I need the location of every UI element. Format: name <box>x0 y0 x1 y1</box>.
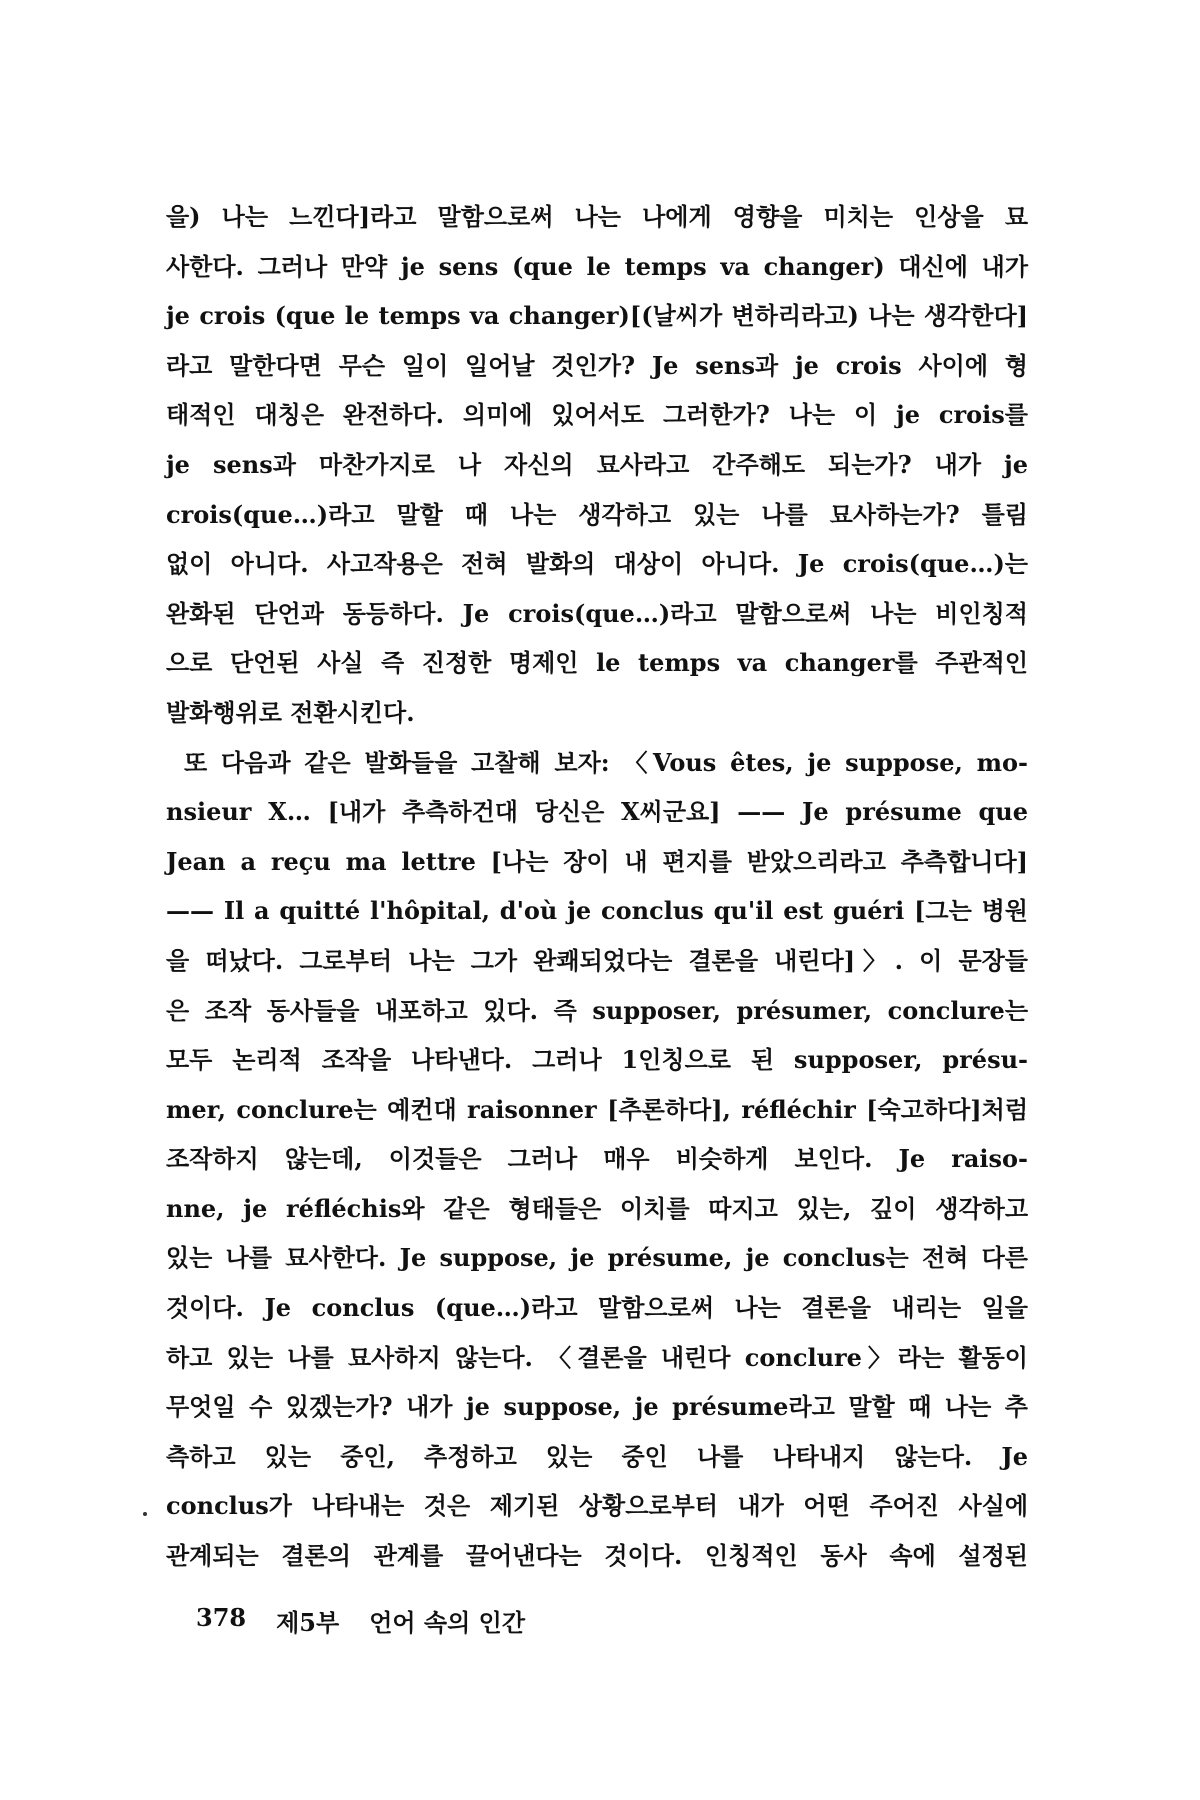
stray-mark <box>143 1512 147 1516</box>
text-line: nsieur X… [내가 추측하건대 당신은 X씨군요] —— Je présume que <box>166 797 1028 827</box>
text-line: 것이다. Je conclus (que…)라고 말함으로써 나는 결론을 내리는 일을 <box>166 1293 1028 1323</box>
text-line: crois(que…)라고 말할 때 나는 생각하고 있는 나를 묘사하는가? 틀림 <box>166 499 1028 529</box>
text-line: je sens과 마찬가지로 나 자신의 묘사라고 간주해도 되는가? 내가 je <box>166 449 1028 479</box>
text-line: 완화된 단언과 동등하다. Je crois(que…)라고 말함으로써 나는 비인칭적 <box>166 598 1028 628</box>
text-line: 사한다. 그러나 만약 je sens (que le temps va changer) 대신에 내가 <box>166 251 1028 281</box>
text-line: 을) 나는 느낀다]라고 말함으로써 나는 나에게 영향을 미치는 인상을 묘 <box>166 202 1028 231</box>
page-number: 378 <box>196 1603 247 1632</box>
text-line: —— Il a quitté l'hôpital, d'où je conclus qu'il est guéri [그는 병원 <box>166 896 1028 926</box>
text-line: 하고 있는 나를 묘사하지 않는다. 〈결론을 내린다 conclure〉라는 활동이 <box>166 1342 1028 1372</box>
text-line: 없이 아니다. 사고작용은 전혀 발화의 대상이 아니다. Je crois(que…)는 <box>166 549 1028 579</box>
text-line: 발화행위로 전환시킨다. <box>166 697 415 727</box>
text-line: 을 떠났다. 그로부터 나는 그가 완쾌되었다는 결론을 내린다]〉. 이 문장들 <box>166 945 1028 975</box>
text-line: je crois (que le temps va changer)[(날씨가 변하리라고) 나는 생각한다] <box>166 301 1028 331</box>
text-line: 있는 나를 묘사한다. Je suppose, je présume, je conclus는 전혀 다른 <box>166 1243 1028 1273</box>
text-line: 은 조작 동사들을 내포하고 있다. 즉 supposer, présumer, conclure는 <box>166 995 1028 1025</box>
part-label: 제5부 <box>276 1608 340 1637</box>
text-line: conclus가 나타내는 것은 제기된 상황으로부터 내가 어떤 주어진 사실에 <box>166 1491 1028 1521</box>
page-footer <box>196 1603 525 1638</box>
body-text <box>166 192 1028 1581</box>
text-line: 태적인 대칭은 완전하다. 의미에 있어서도 그러한가? 나는 이 je crois를 <box>166 400 1028 430</box>
text-line: nne, je réfléchis와 같은 형태들은 이치를 따지고 있는, 깊이 생각하고 <box>166 1193 1028 1223</box>
text-line: 무엇일 수 있겠는가? 내가 je suppose, je présume라고 말할 때 나는 추 <box>166 1392 1028 1422</box>
text-line: 또 다음과 같은 발화들을 고찰해 보자: 〈Vous êtes, je suppose, mo- <box>184 747 1028 777</box>
text-line: Jean a reçu ma lettre [나는 장이 내 편지를 받았으리라고 추측합니다] <box>166 846 1028 876</box>
text-line: 모두 논리적 조작을 나타낸다. 그러나 1인칭으로 된 supposer, présu- <box>166 1045 1028 1075</box>
text-line: 라고 말한다면 무슨 일이 일어날 것인가? Je sens과 je crois 사이에 형 <box>166 350 1028 380</box>
text-line: 관계되는 결론의 관계를 끌어낸다는 것이다. 인칭적인 동사 속에 설정된 <box>166 1541 1028 1571</box>
text-line: mer, conclure는 예컨대 raisonner [추론하다], réfléchir [숙고하다]처럼 <box>166 1094 1028 1124</box>
text-line: 조작하지 않는데, 이것들은 그러나 매우 비슷하게 보인다. Je raiso- <box>166 1144 1028 1174</box>
text-line: 으로 단언된 사실 즉 진정한 명제인 le temps va changer를 주관적인 <box>166 648 1028 678</box>
part-title: 언어 속의 인간 <box>369 1608 526 1637</box>
text-line: 측하고 있는 중인, 추정하고 있는 중인 나를 나타내지 않는다. Je <box>166 1441 1028 1471</box>
